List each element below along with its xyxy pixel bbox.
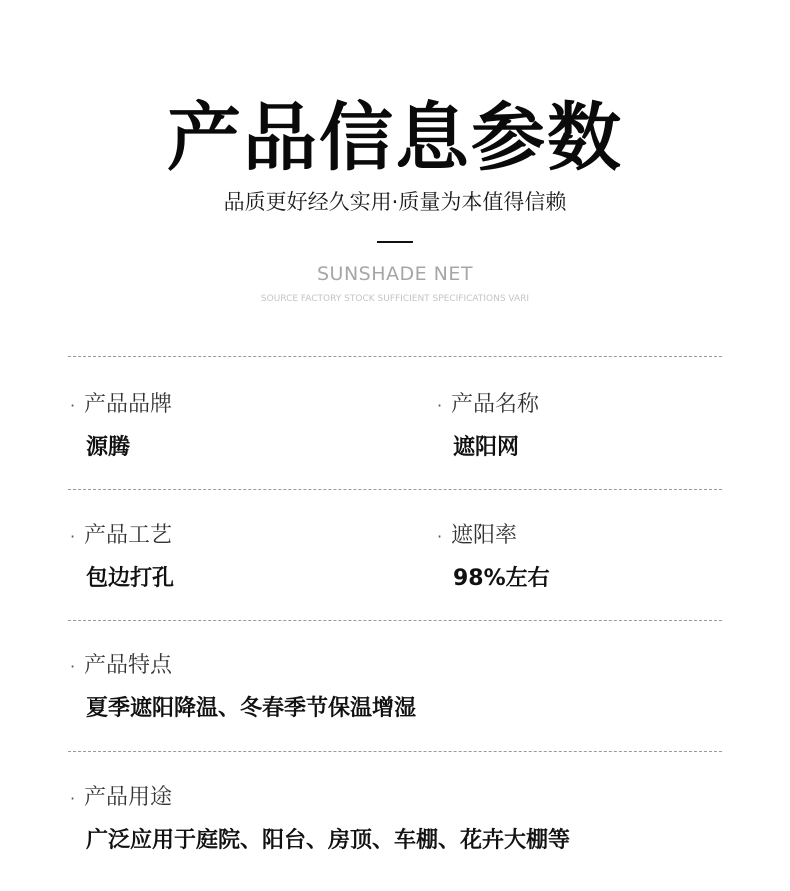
spec-craft	[70, 522, 174, 593]
page-title: 产品信息参数	[167, 95, 623, 181]
spec-usage-value: 广泛应用于庭院、阳台、房顶、车棚、花卉大棚等	[86, 828, 571, 853]
spec-name	[437, 391, 539, 462]
spec-craft-label: 产品工艺	[84, 523, 173, 548]
spec-features-label: 产品特点	[84, 653, 173, 678]
dashed-divider	[68, 620, 722, 621]
spec-features-value: 夏季遮阳降温、冬春季节保温增湿	[86, 696, 417, 721]
spec-label	[70, 391, 172, 420]
bullet-dot: ·	[70, 657, 76, 676]
spec-brand-label: 产品品牌	[84, 392, 173, 417]
bullet-dot: ·	[70, 396, 76, 415]
english-subtitle: SOURCE FACTORY STOCK SUFFICIENT SPECIFICATIONS VARI	[260, 294, 530, 304]
title-underline	[377, 241, 413, 243]
bullet-dot: ·	[437, 396, 443, 415]
dashed-divider	[68, 356, 722, 357]
spec-label	[437, 391, 539, 420]
spec-label	[437, 522, 550, 551]
spec-shading-rate-label: 遮阳率	[451, 523, 518, 548]
spec-shading-rate	[437, 522, 550, 593]
spec-features	[70, 652, 416, 723]
spec-brand	[70, 391, 172, 462]
dashed-divider	[68, 751, 722, 752]
bullet-dot: ·	[437, 527, 443, 546]
spec-name-value: 遮阳网	[453, 435, 520, 460]
spec-label	[70, 652, 416, 681]
spec-craft-value: 包边打孔	[86, 566, 175, 591]
spec-brand-value: 源腾	[86, 435, 131, 460]
bullet-dot: ·	[70, 789, 76, 808]
bullet-dot: ·	[70, 527, 76, 546]
spec-usage-label: 产品用途	[84, 785, 173, 810]
spec-label	[70, 784, 570, 813]
spec-name-label: 产品名称	[451, 392, 540, 417]
english-title: SUNSHADE NET	[316, 263, 474, 285]
spec-label	[70, 522, 174, 551]
spec-usage	[70, 784, 570, 855]
page-subtitle: 品质更好经久实用·质量为本值得信赖	[223, 190, 567, 214]
dashed-divider	[68, 489, 722, 490]
spec-shading-rate-value: 98%左右	[453, 566, 550, 591]
